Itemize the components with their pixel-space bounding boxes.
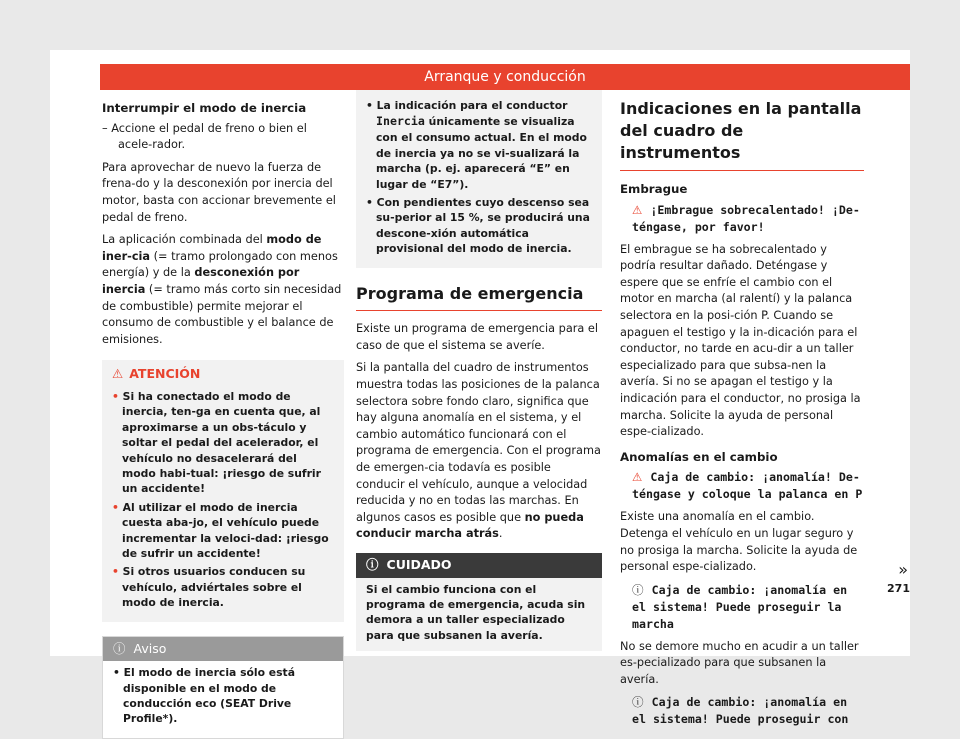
cuidado-box bbox=[356, 553, 602, 651]
subheading: Embrague bbox=[620, 182, 688, 196]
cuidado-title-text: CUIDADO bbox=[386, 556, 452, 572]
atencion-item bbox=[112, 564, 334, 610]
bullet-icon: • bbox=[366, 99, 377, 112]
display-text: Inercia bbox=[376, 114, 425, 129]
paragraph: Para aprovechar de nuevo la fuerza de frena-do y la desconexión por inercia del motor, basta con accionar brevemente el pedal de freno. bbox=[102, 160, 336, 224]
text-run: Con pendientes cuyo descenso sea su-perior al 15 %, se producirá una descone-xión automática provisional del modo de inercia. bbox=[376, 196, 590, 256]
text-run: (= tramo prolongado con menos energía) y de la bbox=[102, 249, 338, 280]
display-message bbox=[620, 582, 864, 633]
bullet-icon: • bbox=[112, 565, 123, 579]
paragraph: No se demore mucho en acudir a un taller es-pecializado para que subsanen la avería. bbox=[620, 639, 859, 686]
atencion-item bbox=[112, 389, 334, 497]
aviso-item-text: El modo de inercia sólo está disponible en el modo de conducción eco (SEAT Drive Profile*). bbox=[123, 666, 295, 726]
message-text: Caja de cambio: ¡anomalía! De-téngase y coloque la palanca en P bbox=[632, 470, 863, 502]
bold-term: desconexión por inercia bbox=[102, 266, 300, 296]
text-run: . bbox=[498, 527, 503, 541]
section-title: Indicaciones en la pantalla del cuadro de instrumentos bbox=[620, 90, 864, 171]
warning-icon: ⚠ bbox=[632, 202, 643, 217]
note-item bbox=[366, 195, 592, 257]
note-item bbox=[366, 98, 592, 192]
cuidado-body: Si el cambio funciona con el programa de emergencia, acuda sin demora a un taller especializado para que subsanen la avería. bbox=[366, 582, 586, 642]
aviso-item bbox=[113, 665, 333, 727]
note-body bbox=[356, 90, 602, 268]
atencion-box bbox=[102, 360, 344, 621]
paragraph: El embrague se ha sobrecalentado y podría resultar dañado. Deténgase y espere que se enfríe el cambio con el motor en marcha (al ralentí) y la palanca selectora en la posi-ción P. Cuando se apaguen el testigo y la in-dicación para el conductor, no tarde en acu-dir a un taller especializado para que subsa-nen la avería. Si no se apagan el testigo y la indicación para el conductor, no prosiga la marcha. Solicite la ayuda de personal espe-cializado. bbox=[620, 242, 861, 439]
text-run: Si la pantalla del cuadro de instrumentos muestra todas las posiciones de la palanca selectora sobre fondo claro, significa que hay alguna anomalía en el sistema, y el cambio automático funcionará con el programa de emergencia. Con el programa de emergen-cia todavía es posible conducir el vehículo, aunque a velocidad reducida y no en todas las marchas. En algunos casos es posible que bbox=[356, 361, 601, 524]
warning-icon: ⚠ bbox=[112, 366, 124, 382]
column-3 bbox=[620, 90, 864, 734]
atencion-item bbox=[112, 500, 334, 562]
bullet-icon: • bbox=[366, 196, 377, 210]
atencion-item-text: Al utilizar el modo de inercia cuesta aba-jo, el vehículo puede incrementar la veloci-dad: ¡riesgo de sufrir un accidente! bbox=[122, 500, 329, 560]
display-message bbox=[620, 694, 864, 728]
paragraph: Existe un programa de emergencia para el caso de que el sistema se averíe. bbox=[356, 322, 599, 352]
bullet-icon: • bbox=[112, 389, 123, 403]
bold-term: modo de iner-cia bbox=[102, 233, 322, 263]
atencion-item-text: Si ha conectado el modo de inercia, ten-ga en cuenta que, al aproximarse a un obs-táculo y soltar el pedal del acelerador, el vehículo no desacelerará del modo habi-tual: ¡riesgo de sufrir un accidente! bbox=[122, 389, 321, 496]
text-run: únicamente se visualiza con el consumo actual. En el modo de inercia ya no se vi-sualizará la marcha (p. ej. aparecerá “E” en lugar de “E7”). bbox=[376, 115, 587, 191]
column-2 bbox=[356, 90, 602, 651]
caution-icon: ⓘ bbox=[366, 556, 379, 572]
info-icon: ⓘ bbox=[632, 582, 644, 597]
aviso-box bbox=[102, 636, 344, 739]
atencion-title bbox=[102, 360, 344, 385]
message-text: ¡Embrague sobrecalentado! ¡De-téngase, por favor! bbox=[632, 202, 860, 234]
aviso-body bbox=[103, 661, 343, 738]
atencion-body bbox=[102, 385, 344, 622]
aviso-continued-box bbox=[356, 90, 602, 268]
paragraph bbox=[356, 360, 602, 543]
warning-icon: ⚠ bbox=[632, 470, 643, 485]
text-run: La aplicación combinada del bbox=[102, 233, 267, 247]
section-heading: Interrumpir el modo de inercia bbox=[102, 101, 307, 115]
paragraph: Existe una anomalía en el cambio. Detenga el vehículo en un lugar seguro y no prosiga la marcha. Solicite la ayuda de personal espe-cializado. bbox=[620, 510, 858, 574]
bullet-icon: • bbox=[113, 666, 124, 680]
atencion-title-text: ATENCIÓN bbox=[129, 366, 201, 382]
step-item: – Accione el pedal de freno o bien el acele-rador. bbox=[102, 121, 307, 152]
manual-page bbox=[50, 50, 910, 727]
aviso-title-text: Aviso bbox=[133, 640, 167, 656]
paragraph-combined bbox=[102, 232, 344, 348]
text-run: La indicación para el conductor bbox=[376, 99, 568, 112]
column-1 bbox=[102, 90, 344, 739]
display-message bbox=[620, 202, 864, 236]
message-text: Caja de cambio: ¡anomalía en el sistema! Puede proseguir la marcha bbox=[632, 582, 848, 631]
page-number: 271 bbox=[887, 582, 910, 595]
section-title: Programa de emergencia bbox=[356, 268, 602, 312]
subheading: Anomalías en el cambio bbox=[620, 449, 778, 464]
bullet-icon: • bbox=[112, 500, 123, 514]
info-icon: ⓘ bbox=[632, 695, 644, 710]
chapter-header: Arranque y conducción bbox=[100, 64, 910, 90]
text-run: (= tramo más corto sin necesidad de combustible) permite mejorar el consumo de combustible y el balance de emisiones. bbox=[102, 282, 342, 346]
atencion-item-text: Si otros usuarios conducen su vehículo, adviértales sobre el modo de inercia. bbox=[122, 565, 306, 610]
message-text: Caja de cambio: ¡anomalía en el sistema! Puede proseguir con bbox=[632, 695, 849, 727]
cuidado-title bbox=[356, 553, 602, 578]
info-icon: ⓘ bbox=[113, 640, 126, 656]
aviso-title bbox=[103, 637, 343, 662]
continue-marker-icon: » bbox=[898, 560, 908, 579]
display-message bbox=[620, 469, 864, 503]
bold-term: no pueda conducir marcha atrás bbox=[356, 510, 584, 541]
